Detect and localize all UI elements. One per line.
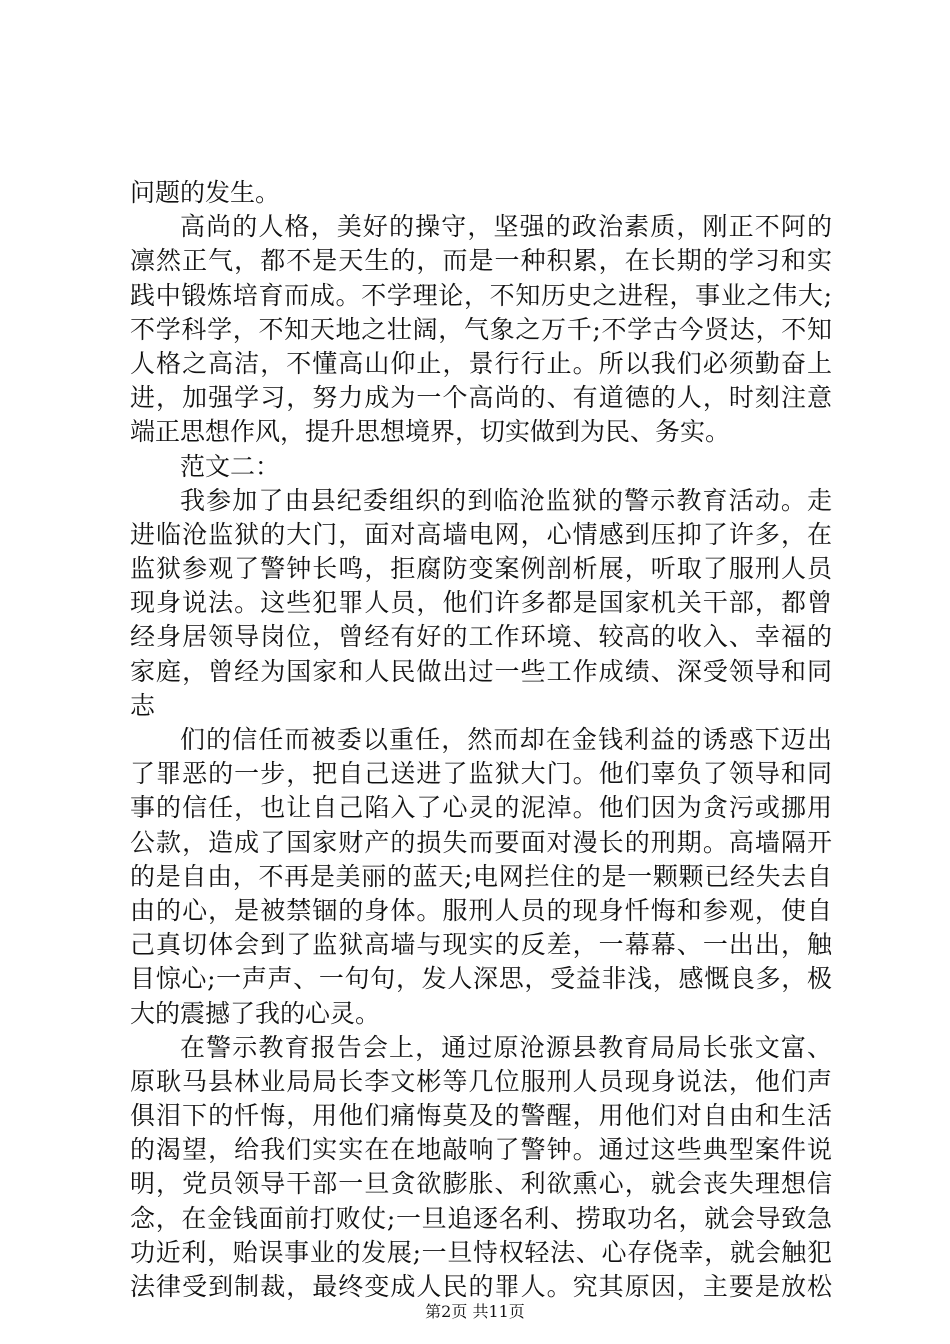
text-line: 家庭，曾经为国家和人民做出过一些工作成绩、深受领导和同 [130,656,832,686]
text-line: 公款，造成了国家财产的损失而要面对漫长的刑期。高墙隔开 [130,827,832,857]
page-number-footer: 第2页 共11页 [425,1302,525,1321]
text-line: 现身说法。这些犯罪人员，他们许多都是国家机关干部，都曾 [130,588,832,618]
text-line: 范文二： [180,451,281,481]
text-line: 我参加了由县纪委组织的到临沧监狱的警示教育活动。走 [180,485,832,515]
text-line: 己真切体会到了监狱高墙与现实的反差，一幕幕、一出出，触 [130,930,832,960]
text-line: 目惊心;一声声、一句句，发人深思，受益非浅，感慨良多，极 [130,964,832,994]
text-line: 经身居领导岗位，曾经有好的工作环境、较高的收入、幸福的 [130,622,832,652]
text-line: 监狱参观了警钟长鸣，拒腐防变案例剖析展，听取了服刑人员 [130,554,832,584]
text-line: 不学科学，不知天地之壮阔，气象之万千;不学古今贤达，不知 [130,314,832,344]
text-line: 原耿马县林业局局长李文彬等几位服刑人员现身说法，他们声 [130,1066,832,1096]
text-line: 功近利，贻误事业的发展;一旦恃权轻法、心存侥幸，就会触犯 [130,1237,832,1267]
text-line: 人格之高洁，不懂高山仰止，景行行止。所以我们必须勤奋上 [130,348,832,378]
text-line: 的渴望，给我们实实在在地敲响了警钟。通过这些典型案件说 [130,1135,832,1165]
document-body [130,176,832,1304]
text-line: 明，党员领导干部一旦贪欲膨胀、利欲熏心，就会丧失理想信 [130,1169,832,1199]
text-line: 俱泪下的忏悔，用他们痛悔莫及的警醒，用他们对自由和生活 [130,1101,832,1131]
text-line: 端正思想作风，提升思想境界，切实做到为民、务实。 [130,417,731,447]
text-line: 进临沧监狱的大门，面对高墙电网，心情感到压抑了许多，在 [130,519,832,549]
text-line: 凛然正气，都不是天生的，而是一种积累，在长期的学习和实 [130,246,832,276]
text-line: 事的信任，也让自己陷入了心灵的泥淖。他们因为贪污或挪用 [130,793,832,823]
text-line: 问题的发生。 [130,178,281,207]
text-line: 由的心，是被禁锢的身体。服刑人员的现身忏悔和参观，使自 [130,895,832,925]
text-line: 志 [130,690,156,720]
text-line: 了罪恶的一步，把自己送进了监狱大门。他们辜负了领导和同 [130,759,832,789]
text-line: 们的信任而被委以重任，然而却在金钱利益的诱惑下迈出 [180,725,832,754]
text-line: 大的震撼了我的心灵。 [130,998,381,1028]
text-line: 的是自由，不再是美丽的蓝天;电网拦住的是一颗颗已经失去自 [130,861,832,891]
text-line: 进，加强学习，努力成为一个高尚的、有道德的人，时刻注意 [130,383,832,413]
text-line: 念，在金钱面前打败仗;一旦追逐名利、捞取功名，就会导致急 [130,1203,832,1233]
text-line: 高尚的人格，美好的操守，坚强的政治素质，刚正不阿的 [180,212,832,242]
text-line: 在警示教育报告会上，通过原沧源县教育局局长张文富、 [180,1032,832,1062]
text-line: 法律受到制裁，最终变成人民的罪人。究其原因，主要是放松 [130,1272,832,1301]
text-line: 践中锻炼培育而成。不学理论，不知历史之进程，事业之伟大; [130,280,832,310]
